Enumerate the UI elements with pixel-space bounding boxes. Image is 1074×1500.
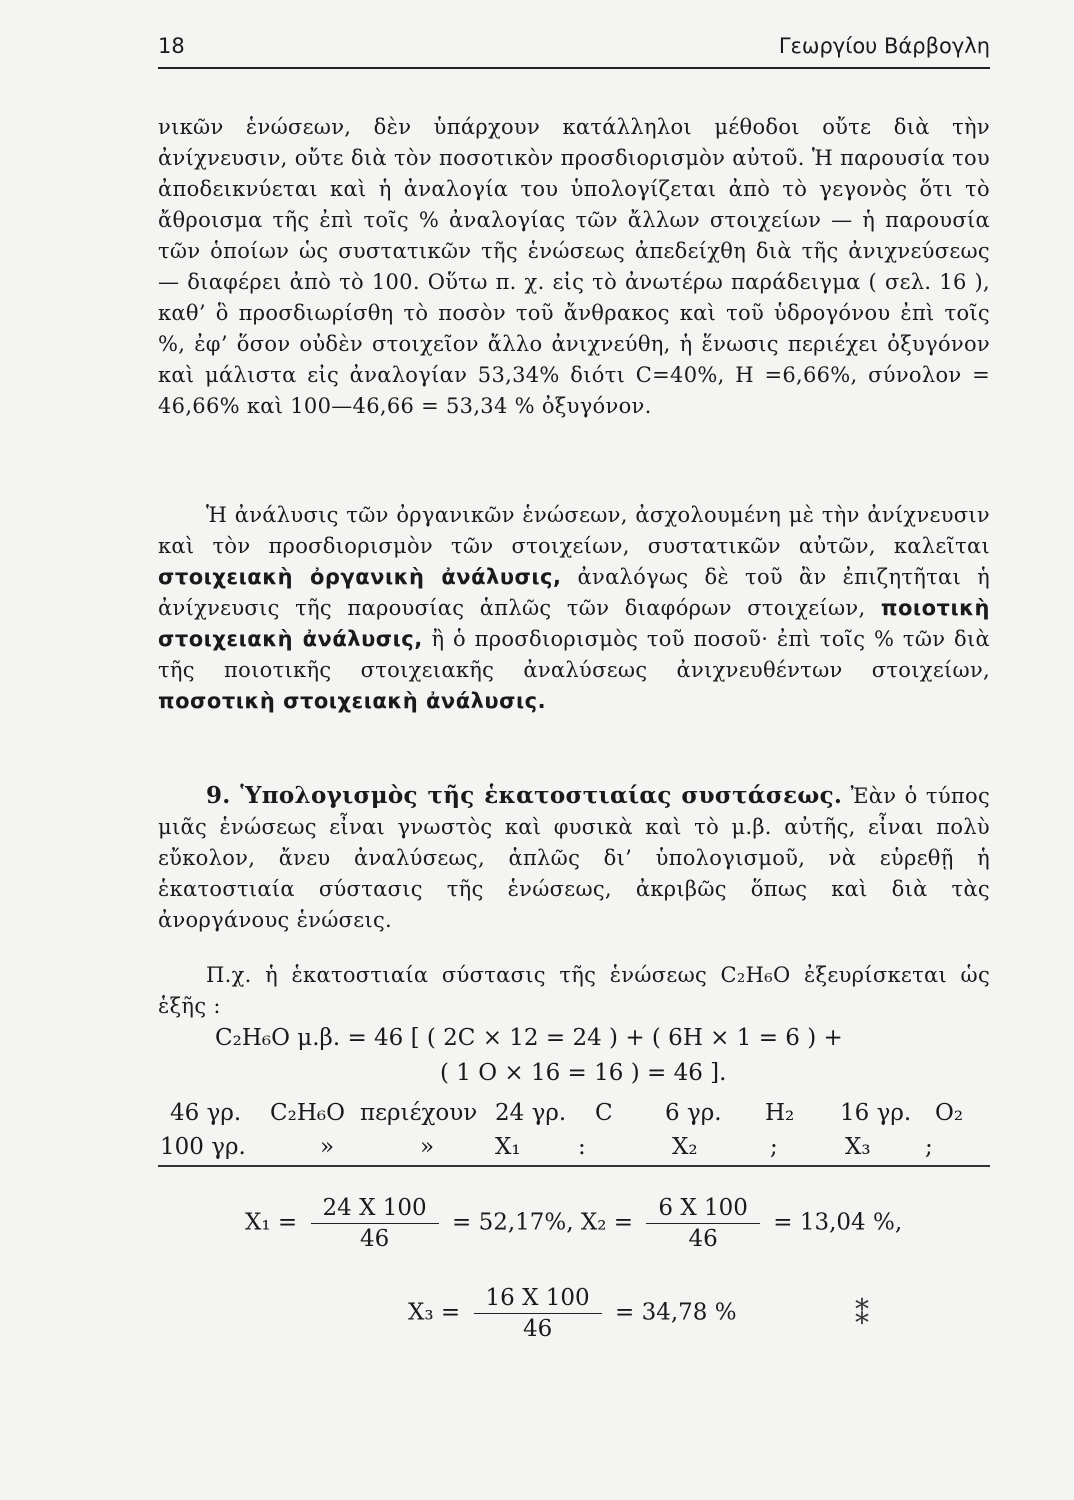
term-qualitative-analysis: ποιοτικὴ στοιχειακὴ ἀνάλυσις,	[158, 596, 990, 651]
cell: »	[420, 1134, 435, 1160]
cell: περιέχουν	[360, 1100, 478, 1126]
x2-result: = 13,04 %,	[773, 1209, 903, 1236]
cell: ;	[770, 1134, 778, 1160]
cell: X₂	[672, 1134, 698, 1160]
proportion-rule	[158, 1165, 990, 1167]
equation-x1-x2	[245, 1195, 902, 1252]
fraction-x2	[646, 1195, 760, 1252]
cell: X₁	[495, 1134, 521, 1160]
page-header	[158, 28, 990, 68]
term-elemental-analysis: στοιχειακὴ ὀργανικὴ ἀνάλυσις,	[158, 565, 562, 589]
denominator: 46	[522, 1316, 553, 1342]
equation-x3	[408, 1285, 737, 1342]
x1-label: X₁ =	[245, 1209, 298, 1236]
x3-label: X₃ =	[408, 1299, 461, 1326]
running-head-author: Γεωργίου Βάρβογλη	[778, 34, 990, 58]
text-run: ἢ ὁ προσδιορισμὸς τοῦ ποσοῦ· ἐπὶ τοῖς % τῶν διὰ τῆς ποιοτικῆς στοιχειακῆς ἀναλύσεως ἀνιχνευθέντων στοιχείων,	[158, 627, 990, 682]
term-quantitative-analysis: ποσοτικὴ στοιχειακὴ ἀνάλυσις.	[158, 689, 547, 713]
header-rule	[158, 67, 990, 69]
example-intro	[158, 960, 990, 1022]
cell: »	[320, 1134, 335, 1160]
cell: 24 γρ.	[495, 1100, 567, 1126]
numerator: 16 X 100	[474, 1285, 602, 1314]
denominator: 46	[688, 1226, 718, 1252]
cell: 16 γρ.	[840, 1100, 912, 1126]
cell: O₂	[935, 1100, 964, 1126]
section-text: Ἐὰν ὁ τύπος μιᾶς ἑνώσεως εἶναι γνωστὸς καὶ φυσικὰ καὶ τὸ μ.β. αὐτῆς, εἶναι πολὺ εὔκολον, ἄνευ ἀναλύσεως, ἁπλῶς δι’ ὑπολογισμοῦ, νὰ εὑρεθῇ ἡ ἑκατοστιαία σύστασις τῆς ἑνώσεως, ἀκριβῶς ὅπως καὶ διὰ τὰς ἀνοργάνους ἑνώσεις.	[158, 784, 991, 932]
cell: C₂H₆O	[270, 1100, 345, 1126]
cell: C	[595, 1100, 613, 1126]
paragraph-text: νικῶν ἑνώσεων, δὲν ὑπάρχουν κατάλληλοι μέθοδοι οὔτε διὰ τὴν ἀνίχνευσιν, οὔτε διὰ τὸν ποσοτικὸν προσδιορισμὸν αὐτοῦ. Ἡ παρουσία του ἀποδεικνύεται καὶ ἡ ἀναλογία του ὑπολογίζεται ἀπὸ τὸ γεγονὸς ὅτι τὸ ἄθροισμα τῆς ἐπὶ τοῖς % ἀναλογίας τῶν ἄλλων στοιχείων — ἡ παρουσία τῶν ὁποίων ὡς συστατικῶν τῆς ἑνώσεως ἀπεδείχθη διὰ τῆς ἀνιχνεύσεως — διαφέρει ἀπὸ τὸ 100. Οὕτω π. χ. εἰς τὸ ἀνωτέρω παράδειγμα ( σελ. 16 ), καθ’ ὃ προσδιωρίσθη τὸ ποσὸν τοῦ ἄνθρακος καὶ τοῦ ὑδρογόνου ἐπὶ τοῖς %, ἐφ’ ὅσον οὐδὲν στοιχεῖον ἄλλο ἀνιχνεύθη, ἡ ἕνωσις περιέχει ὀξυγόνον καὶ μάλιστα εἰς ἀναλογίαν 53,34% διότι C=40%, H =6,66%, σύνολον = 46,66% καὶ 100—46,66 = 53,34 % ὀξυγόνον.	[158, 115, 990, 418]
paragraph-text	[158, 500, 990, 717]
paragraph-analysis	[158, 500, 990, 717]
example-text: Π.χ. ἡ ἑκατοστιαία σύστασις τῆς ἑνώσεως C₂H₆O ἐξευρίσκεται ὡς ἑξῆς :	[158, 963, 990, 1018]
cell: 46 γρ.	[170, 1100, 242, 1126]
denominator: 46	[359, 1226, 390, 1252]
cell: ;	[925, 1134, 933, 1160]
cell: 100 γρ.	[160, 1134, 246, 1160]
numerator: 24 X 100	[311, 1195, 439, 1224]
x1-result: = 52,17%, X₂ =	[451, 1209, 634, 1236]
section-heading: 9. Ὑπολογισμὸς τῆς ἑκατοστιαίας συστάσεως.	[206, 782, 843, 809]
cell: H₂	[765, 1100, 795, 1126]
formula-line-2: ( 1 O × 16 = 16 ) = 46 ].	[440, 1060, 727, 1086]
fraction-x1	[311, 1195, 439, 1252]
paragraph-oxygen	[158, 112, 990, 422]
numerator: 6 X 100	[646, 1195, 760, 1224]
formula-line-1: C₂H₆O μ.β. = 46 [ ( 2C × 12 = 24 ) + ( 6H × 1 = 6 ) +	[215, 1025, 843, 1051]
cell: 6 γρ.	[665, 1100, 722, 1126]
fraction-x3	[474, 1285, 602, 1342]
section-paragraph	[158, 780, 990, 936]
cell: :	[578, 1134, 586, 1160]
section-9	[158, 780, 990, 936]
margin-mark-icon: ⁑	[855, 1298, 869, 1331]
cell: X₃	[845, 1134, 871, 1160]
text-run: Ἡ ἀνάλυσις τῶν ὀργανικῶν ἑνώσεων, ἀσχολουμένη μὲ τὴν ἀνίχνευσιν καὶ τὸν προσδιορισμὸν τῶν στοιχείων, συστατικῶν αὐτῶν, καλεῖται	[158, 503, 990, 558]
x3-result: = 34,78 %	[614, 1299, 737, 1326]
page-number: 18	[158, 34, 185, 58]
text-run: ἀναλόγως δὲ τοῦ ἂν ἐπιζητῆται ἡ ἀνίχνευσις τῆς παρουσίας ἁπλῶς τῶν διαφόρων στοιχείων,	[158, 565, 990, 620]
